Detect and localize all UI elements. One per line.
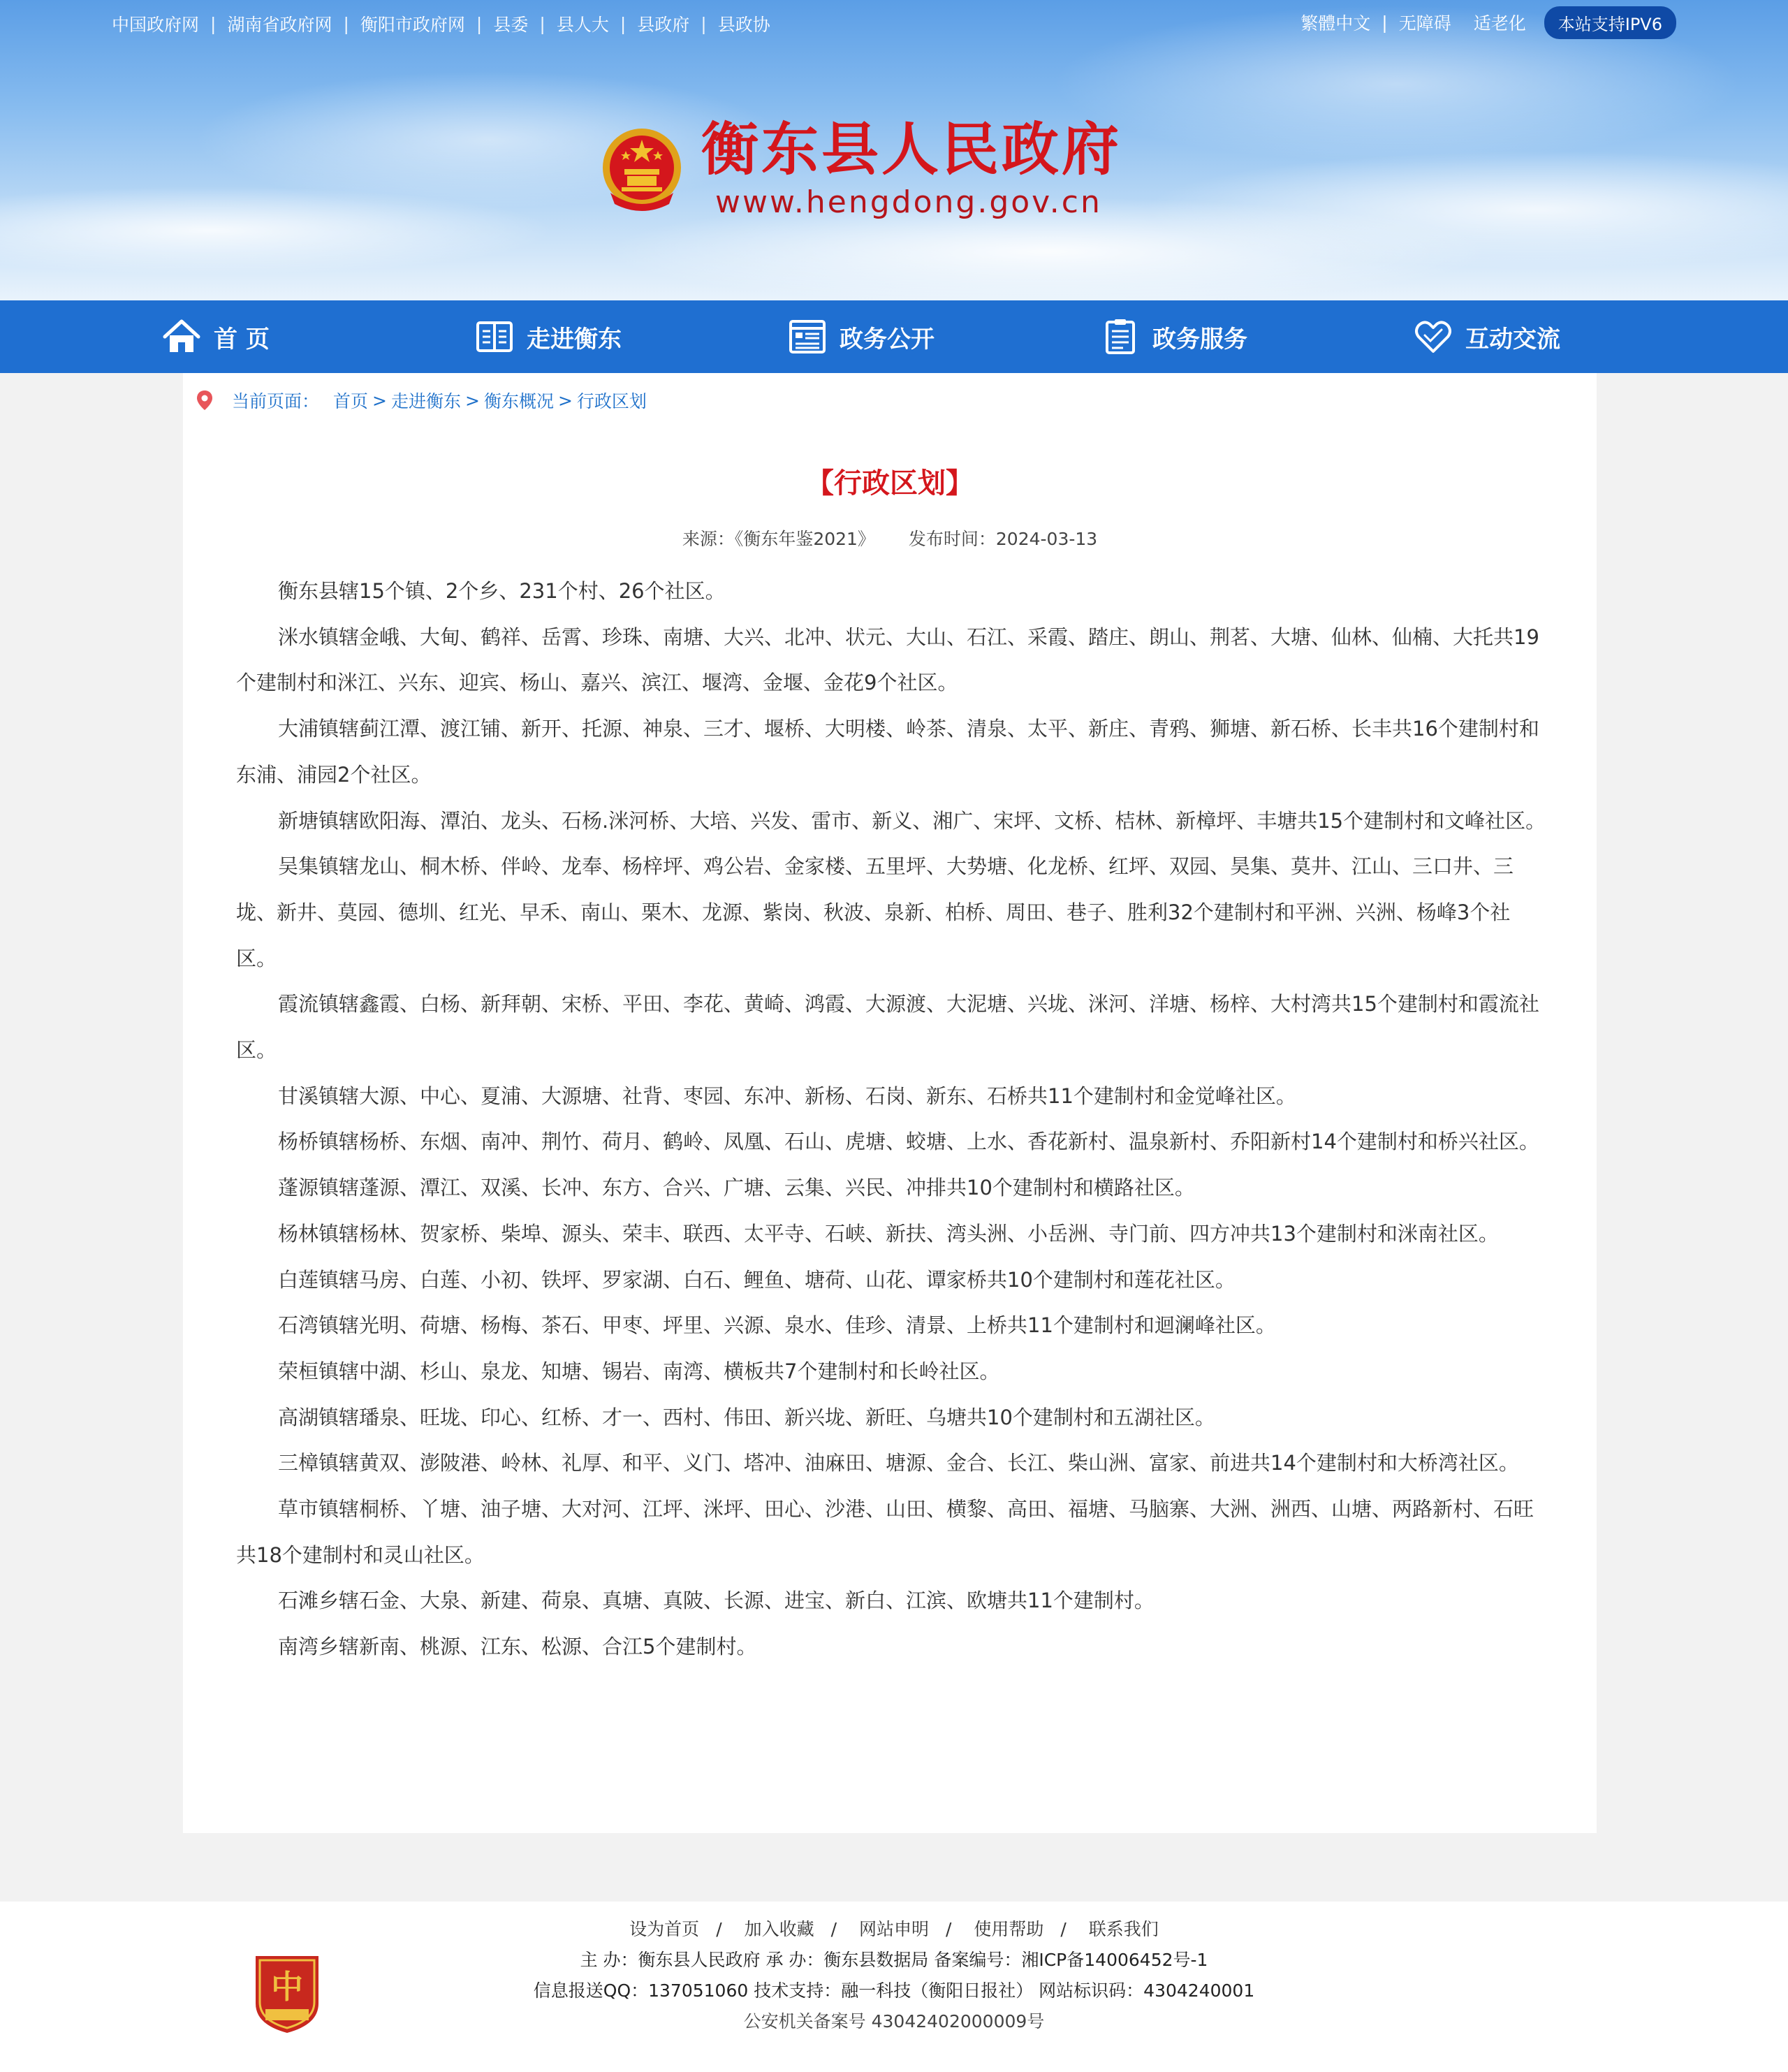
nav-item-interaction[interactable] — [1363, 300, 1676, 373]
separator: / — [946, 1919, 952, 1939]
article-paragraph: 甘溪镇辖大源、中心、夏浦、大源塘、社背、枣园、东冲、新杨、石岗、新东、石桥共11个建制村和金觉峰社区。 — [278, 1084, 1296, 1108]
article-paragraph: 洣水镇辖金峨、大甸、鹤祥、岳霄、珍珠、南塘、大兴、北冲、状元、大山、石江、采霞、踏庄、朗山、荆茗、大塘、仙林、仙楠、大托共19个建制村和洣江、兴东、迎宾、杨山、嘉兴、滨江、堰湾、金堰、金花9个社区。 — [236, 625, 1539, 695]
nav-item-home[interactable] — [112, 300, 425, 373]
main-content — [183, 373, 1597, 1833]
separator: | — [476, 13, 483, 34]
site-logo-text — [701, 116, 1122, 220]
traditional-chinese-link[interactable]: 繁體中文 — [1300, 13, 1371, 34]
top-link-hengyang[interactable]: 衡阳市政府网 — [360, 15, 465, 35]
breadcrumb-separator: > — [557, 390, 573, 411]
breadcrumb-overview[interactable]: 衡东概况 — [483, 391, 554, 411]
nav-label: 政务公开 — [840, 325, 935, 353]
article-paragraph: 石湾镇辖光明、荷塘、杨梅、茶石、甲枣、坪里、兴源、泉水、佳珍、清景、上桥共11个建制村和迴澜峰社区。 — [278, 1313, 1276, 1338]
breadcrumb-home[interactable]: 首页 — [333, 391, 369, 411]
article-paragraph: 白莲镇辖马房、白莲、小初、铁坪、罗家湖、白石、鲤鱼、塘荷、山花、谭家桥共10个建制村和莲花社区。 — [278, 1267, 1236, 1292]
article-paragraph: 吴集镇辖龙山、桐木桥、伴岭、龙奉、杨梓坪、鸡公岩、金家楼、五里坪、大势塘、化龙桥、红坪、双园、昊集、莫井、江山、三口井、三垅、新井、莫园、德圳、红光、早禾、南山、栗木、龙源、紫岗、秋波、泉新、柏桥、周田、巷子、胜利32个建制村和平洲、兴洲、杨峰3个社区。 — [236, 854, 1514, 970]
breadcrumb-about[interactable]: 走进衡东 — [390, 391, 461, 411]
nav-item-gov-services[interactable] — [1050, 300, 1363, 373]
separator: | — [210, 13, 217, 34]
top-link-hunan[interactable]: 湖南省政府网 — [227, 15, 332, 35]
main-nav — [0, 300, 1788, 373]
national-emblem-icon — [601, 126, 683, 214]
heart-icon — [1414, 319, 1453, 355]
home-icon — [162, 319, 201, 355]
breadcrumb-separator: > — [372, 390, 387, 411]
separator: | — [620, 13, 626, 34]
separator: / — [1060, 1919, 1067, 1939]
separator: / — [716, 1919, 722, 1939]
contact-link[interactable]: 联系我们 — [1088, 1919, 1159, 1939]
add-favorite-link[interactable]: 加入收藏 — [744, 1919, 814, 1939]
article-meta — [183, 525, 1597, 550]
clipboard-icon — [1101, 319, 1140, 355]
article-body — [236, 569, 1549, 1670]
separator: | — [1382, 12, 1388, 33]
nav-label: 互动交流 — [1465, 325, 1560, 353]
breadcrumb-current[interactable]: 行政区划 — [576, 391, 647, 411]
article-title: 【行政区划】 — [806, 467, 974, 499]
footer-host-info: 主 办：衡东县人民政府 承 办：衡东县数据局 备案编号：湘ICP备14006452号-1 — [580, 1950, 1208, 1970]
set-homepage-link[interactable]: 设为首页 — [629, 1919, 700, 1939]
nav-label: 走进衡东 — [527, 325, 622, 353]
separator: | — [701, 13, 707, 34]
footer-links — [0, 1916, 1788, 1941]
article-paragraph: 石滩乡辖石金、大泉、新建、荷泉、真塘、真陂、长源、进宝、新白、江滨、欧塘共11个建制村。 — [278, 1589, 1155, 1613]
article-paragraph: 南湾乡辖新南、桃源、江东、松源、合江5个建制村。 — [278, 1635, 757, 1659]
article-paragraph: 三樟镇辖黄双、澎陂港、岭林、礼厚、和平、义门、塔冲、油麻田、塘源、金合、长江、柴山洲、富家、前进共14个建制村和大桥湾社区。 — [278, 1451, 1519, 1475]
top-link-gov[interactable]: 中国政府网 — [112, 15, 200, 35]
breadcrumb-separator: > — [465, 390, 480, 411]
site-url: www.hengdong.gov.cn — [715, 184, 1102, 220]
nav-item-gov-affairs[interactable] — [738, 300, 1050, 373]
article-paragraph: 蓬源镇辖蓬源、潭江、双溪、长冲、东方、合兴、广塘、云集、兴民、冲排共10个建制村和横路社区。 — [278, 1176, 1195, 1200]
top-link-county-committee[interactable]: 县委 — [493, 15, 529, 35]
header-banner — [0, 0, 1788, 300]
main-nav-inner — [112, 300, 1676, 373]
site-title: 衡东县人民政府 — [701, 116, 1122, 184]
svg-text:中: 中 — [271, 1968, 303, 2006]
location-pin-icon — [196, 390, 214, 411]
separator: / — [830, 1919, 837, 1939]
article-paragraph: 荣桓镇辖中湖、杉山、泉龙、知塘、锡岩、南湾、横板共7个建制村和长岭社区。 — [278, 1359, 1000, 1383]
separator: | — [539, 13, 545, 34]
footer — [0, 1902, 1788, 2072]
site-statement-link[interactable]: 网站申明 — [858, 1919, 929, 1939]
site-logo[interactable] — [601, 117, 1122, 222]
accessibility-link[interactable]: 无障碍 — [1398, 13, 1451, 34]
nav-label: 政务服务 — [1152, 325, 1247, 353]
breadcrumb — [196, 383, 647, 418]
article-paragraph: 草市镇辖桐桥、丫塘、油子塘、大对河、江坪、洣坪、田心、沙港、山田、横黎、高田、福塘、马脑寨、大洲、洲西、山塘、两路新村、石旺共18个建制村和灵山社区。 — [236, 1497, 1534, 1567]
document-icon — [788, 319, 827, 355]
article-source: 来源：《衡东年鉴2021》 — [682, 529, 875, 549]
breadcrumb-label: 当前页面： — [232, 391, 320, 411]
article-paragraph: 杨林镇辖杨林、贺家桥、柴埠、源头、荣丰、联西、太平寺、石峡、新扶、湾头洲、小岳洲、寺门前、四方冲共13个建制村和洣南社区。 — [278, 1221, 1499, 1246]
article-paragraph: 霞流镇辖鑫霞、白杨、新拜朝、宋桥、平田、李花、黄崎、鸿霞、大源渡、大泥塘、兴垅、洣河、洋塘、杨梓、大村湾共15个建制村和霞流社区。 — [236, 992, 1539, 1063]
footer-police-record: 公安机关备案号 43042402000009号 — [743, 2011, 1045, 2031]
nav-label: 首 页 — [214, 325, 270, 353]
article-paragraph: 大浦镇辖蓟江潭、渡江铺、新开、托源、神泉、三才、堰桥、大明楼、岭茶、清泉、太平、新庄、青鸦、狮塘、新石桥、长丰共16个建制村和东浦、浦园2个社区。 — [236, 717, 1539, 787]
article-paragraph: 新塘镇辖欧阳海、潭泊、龙头、石杨.洣河桥、大培、兴发、雷市、新义、湘广、宋坪、文桥、桔林、新樟坪、丰塘共15个建制村和文峰社区。 — [278, 808, 1546, 833]
article-paragraph: 杨桥镇辖杨桥、东烟、南冲、荆竹、荷月、鹤岭、凤凰、石山、虎塘、蛟塘、上水、香花新村、温泉新村、乔阳新村14个建制村和桥兴社区。 — [278, 1130, 1539, 1154]
article-date: 发布时间：2024-03-13 — [908, 529, 1098, 549]
article-paragraph: 高湖镇辖璠泉、旺垅、印心、红桥、才一、西村、伟田、新兴垅、新旺、乌塘共10个建制村和五湖社区。 — [278, 1405, 1215, 1429]
ipv6-badge: 本站支持IPV6 — [1544, 6, 1676, 39]
top-tools — [1300, 7, 1676, 38]
book-icon — [475, 319, 514, 355]
separator: | — [343, 13, 349, 34]
top-link-county-cppcc[interactable]: 县政协 — [717, 15, 770, 35]
top-links — [112, 10, 770, 38]
article-paragraph: 衡东县辖15个镇、2个乡、231个村、26个社区。 — [278, 579, 726, 603]
help-link[interactable]: 使用帮助 — [974, 1919, 1044, 1939]
top-link-county-congress[interactable]: 县人大 — [556, 15, 609, 35]
top-link-county-gov[interactable]: 县政府 — [637, 15, 690, 35]
footer-support-info: 信息报送QQ：137051060 技术支持：融一科技（衡阳日报社） 网站标识码：4304240001 — [533, 1980, 1255, 2001]
elderly-mode-link[interactable]: 适老化 — [1473, 13, 1526, 34]
nav-item-about[interactable] — [425, 300, 738, 373]
